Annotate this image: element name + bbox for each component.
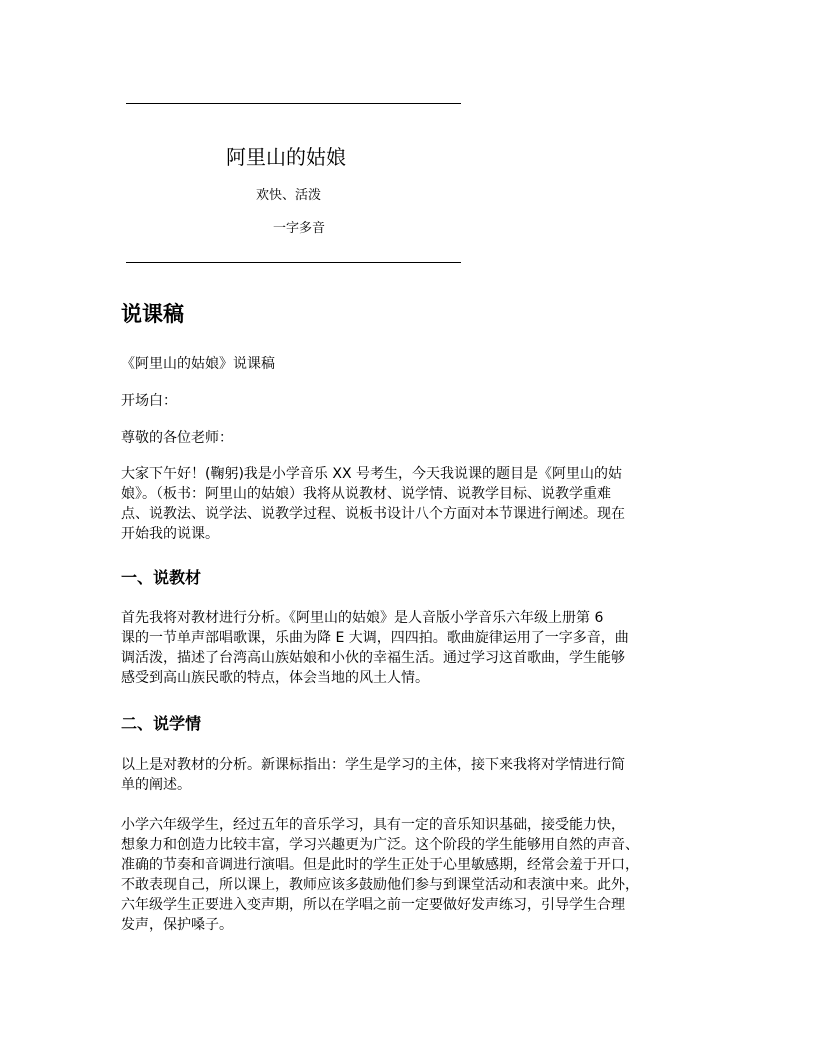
intro-line: 点、说教法、说学法、说教学过程、说板书设计八个方面对本节课进行阐述。现在 — [121, 506, 625, 522]
students-line: 想象力和创造力比较丰富，学习兴趣更为广泛。这个阶段的学生能够用自然的声音、 — [121, 837, 639, 853]
blackboard-design — [126, 103, 461, 263]
section-heading-students: 二、说学情 — [121, 714, 202, 733]
top-divider — [126, 103, 461, 104]
students-line: 单的阐述。 — [121, 777, 191, 793]
document-subtitle: 《阿里山的姑娘》说课稿 — [121, 356, 275, 372]
textbook-line: 调活泼，描述了台湾高山族姑娘和小伙的幸福生活。通过学习这首歌曲，学生能够 — [121, 650, 625, 666]
students-line: 不敢表现自己，所以课上，教师应该多鼓励他们参与到课堂活动和表演中来。此外， — [121, 877, 639, 893]
intro-paragraph — [121, 464, 701, 544]
intro-line: 大家下午好！(鞠躬)我是小学音乐 XX 号考生，今天我说课的题目是《阿里山的姑 — [121, 466, 623, 482]
students-line: 小学六年级学生，经过五年的音乐学习，具有一定的音乐知识基础，接受能力快， — [121, 817, 625, 833]
textbook-line: 首先我将对教材进行分析。《阿里山的姑娘》是人音版小学音乐六年级上册第 6 — [121, 610, 604, 626]
board-title: 阿里山的姑娘 — [226, 145, 346, 169]
students-line: 以上是对教材的分析。新课标指出：学生是学习的主体，接下来我将对学情进行简 — [121, 757, 625, 773]
opening-label: 开场白： — [121, 393, 177, 409]
students-line: 六年级学生正要进入变声期，所以在学唱之前一定要做好发声练习，引导学生合理 — [121, 897, 625, 913]
board-line-mood: 欢快、活泼 — [256, 188, 322, 203]
intro-line: 开始我的说课。 — [121, 526, 219, 542]
students-line: 准确的节奏和音调进行演唱。但是此时的学生正处于心里敏感期，经常会羞于开口， — [121, 857, 639, 873]
textbook-line: 感受到高山族民歌的特点，体会当地的风土人情。 — [121, 670, 429, 686]
board-line-technique: 一字多音 — [273, 221, 326, 236]
section-heading-textbook: 一、说教材 — [121, 568, 202, 587]
textbook-line: 课的一节单声部唱歌课，乐曲为降 E 大调，四四拍。歌曲旋律运用了一字多音，曲 — [121, 630, 629, 646]
document-title: 说课稿 — [121, 302, 184, 326]
intro-line: 娘》。（板书：阿里山的姑娘）我将从说教材、说学情、说教学目标、说教学重难 — [121, 486, 611, 502]
students-paragraph-1 — [121, 755, 701, 795]
bottom-divider — [126, 262, 461, 263]
greeting: 尊敬的各位老师： — [121, 430, 233, 446]
textbook-paragraph — [121, 608, 701, 688]
students-paragraph-2 — [121, 815, 701, 935]
students-line: 发声，保护嗓子。 — [121, 917, 233, 933]
